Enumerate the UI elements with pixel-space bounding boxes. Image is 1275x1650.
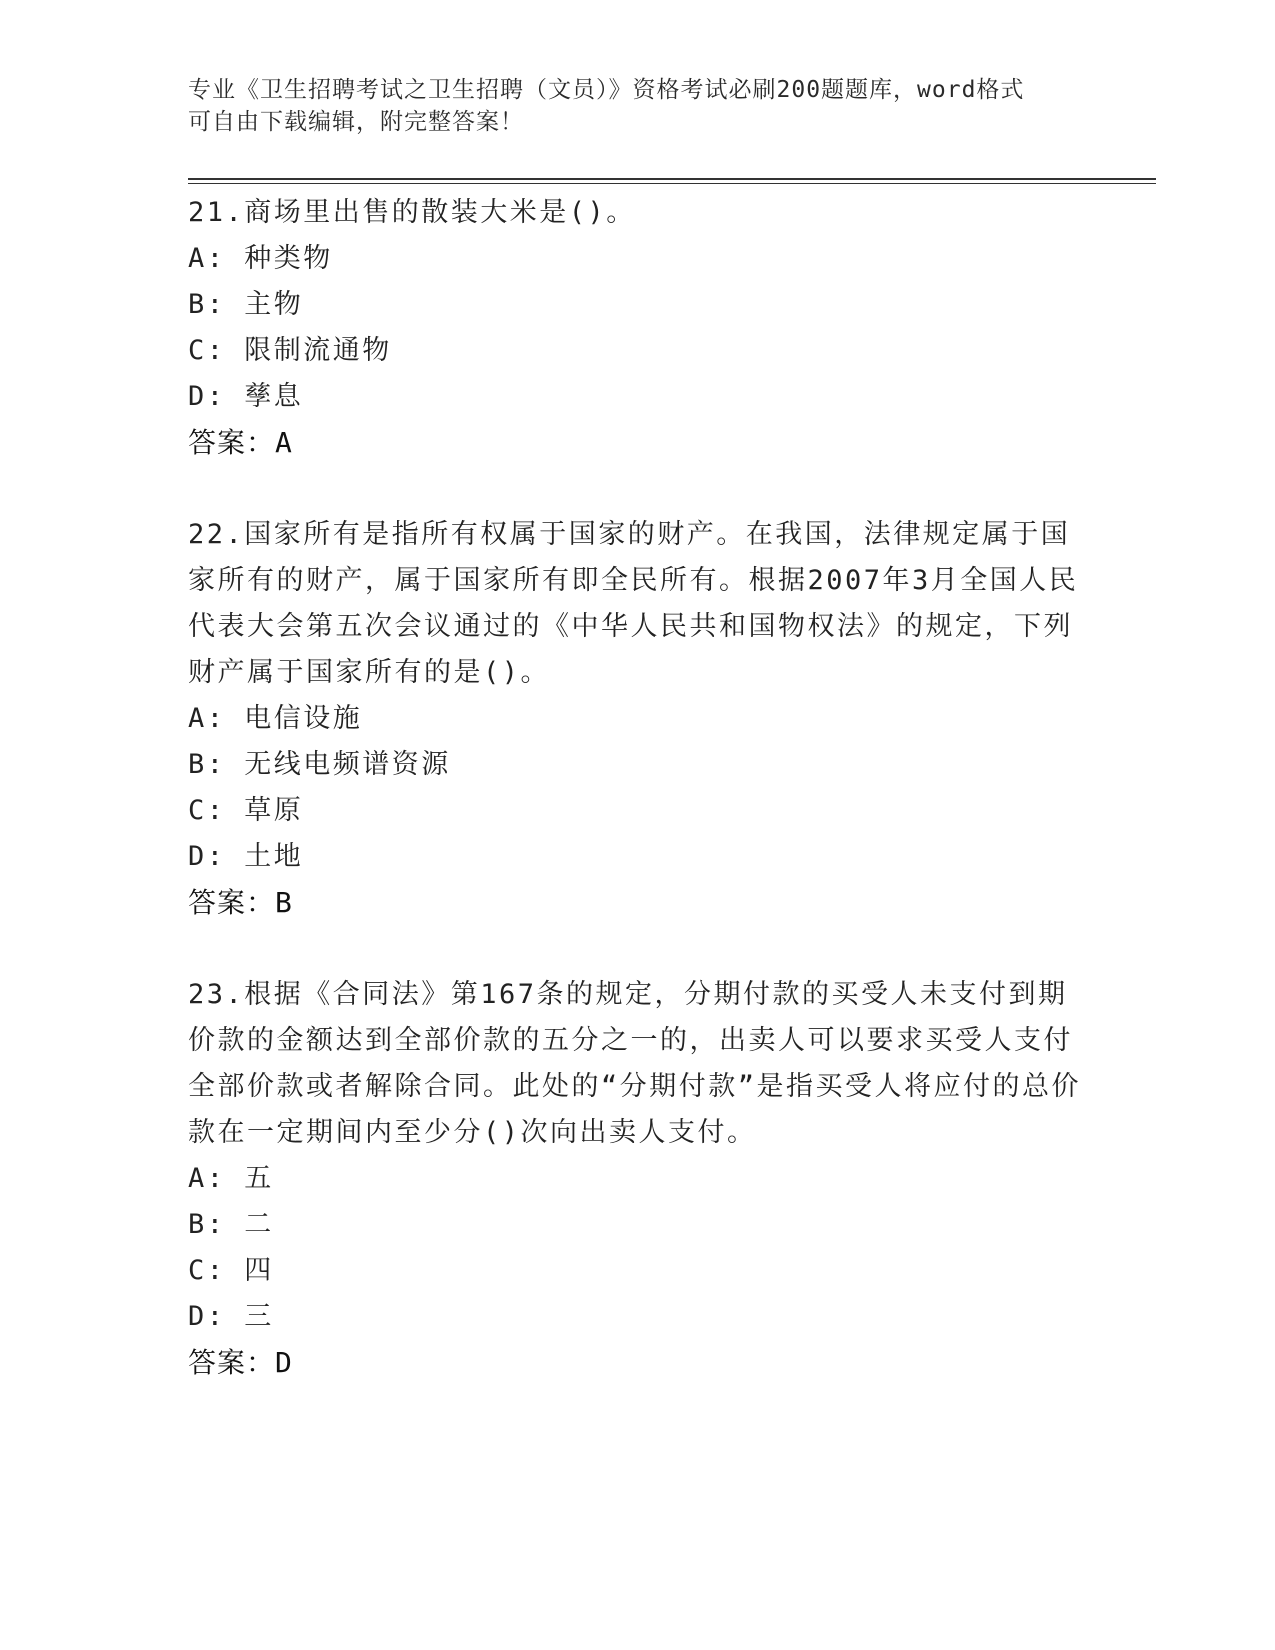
option-b: B: 无线电频谱资源 [188, 749, 451, 780]
answer-value: B [275, 886, 292, 919]
option-a: A: 五 [188, 1163, 274, 1194]
option-c: C: 草原 [188, 795, 304, 826]
answer-line [188, 1340, 1088, 1386]
option-d: D: 土地 [188, 841, 304, 872]
answer-line [188, 420, 1088, 466]
question-stem: 23.根据《合同法》第167条的规定，分期付款的买受人未支付到期价款的金额达到全部价款的五分之一的，出卖人可以要求买受人支付全部价款或者解除合同。此处的“分期付款”是指买受人将应付的总价款在一定期间内至少分()次向出卖人支付。 [188, 979, 1082, 1148]
header-line-1: 专业《卫生招聘考试之卫生招聘（文员）》资格考试必刷200题题库，word格式 [188, 77, 1025, 103]
answer-value: A [275, 426, 292, 459]
option-c: C: 四 [188, 1255, 274, 1286]
document-header [188, 74, 1068, 138]
option-d: D: 孳息 [188, 381, 304, 412]
question-23 [188, 972, 1088, 1386]
answer-line [188, 880, 1088, 926]
answer-label: 答案： [188, 1346, 276, 1379]
question-list [188, 190, 1088, 1432]
option-a: A: 电信设施 [188, 703, 363, 734]
answer-label: 答案： [188, 426, 276, 459]
option-b: B: 主物 [188, 289, 304, 320]
question-22 [188, 512, 1088, 926]
option-b: B: 二 [188, 1209, 274, 1240]
option-c: C: 限制流通物 [188, 335, 392, 366]
header-divider-thin [188, 183, 1156, 184]
question-stem: 21.商场里出售的散装大米是()。 [188, 197, 636, 228]
answer-value: D [275, 1346, 292, 1379]
header-line-2: 可自由下载编辑，附完整答案！ [188, 109, 524, 135]
option-d: D: 三 [188, 1301, 274, 1332]
answer-label: 答案： [188, 886, 276, 919]
option-a: A: 种类物 [188, 243, 333, 274]
question-21 [188, 190, 1088, 466]
header-divider-thick [188, 178, 1156, 180]
question-stem: 22.国家所有是指所有权属于国家的财产。在我国，法律规定属于国家所有的财产，属于国家所有即全民所有。根据2007年3月全国人民代表大会第五次会议通过的《中华人民共和国物权法》的规定，下列财产属于国家所有的是()。 [188, 519, 1079, 688]
